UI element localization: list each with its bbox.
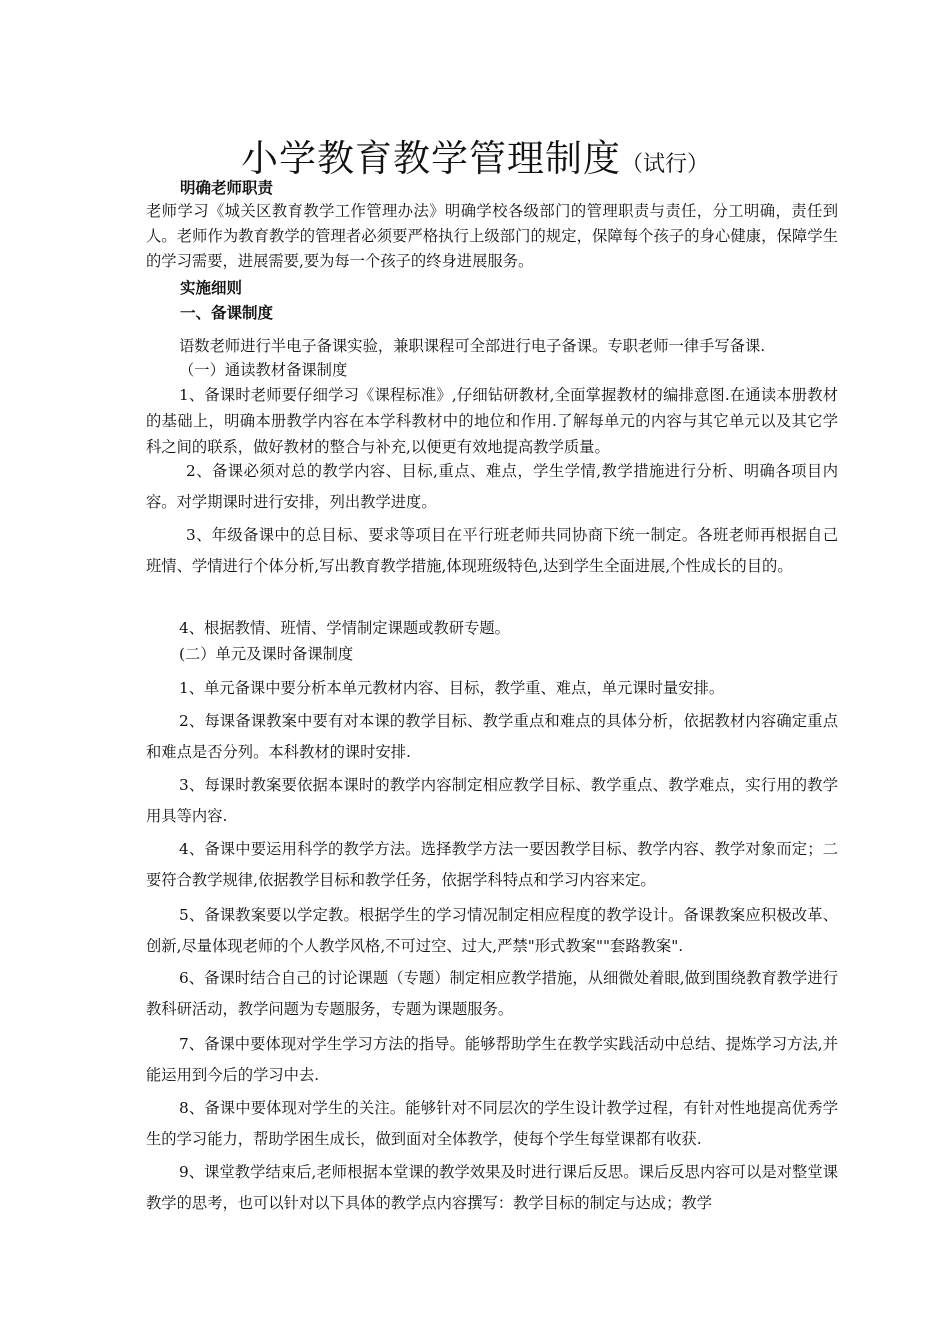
document-title bbox=[0, 128, 950, 182]
paragraph-1-1: 1、备课时老师要仔细学习《课程标准》,仔细钻研教材,全面掌握教材的编排意图.在通读本册教材的基础上，明确本册教学内容在本学科教材中的地位和作用.了解每单元的内容与其它单元以及其它学科之间的联系，做好教材的整合与补充,以便更有效地提高教学质量。 bbox=[146, 386, 838, 456]
paragraph-2-9: 9、课堂教学结束后,老师根据本堂课的教学效果及时进行课后反思。课后反思内容可以是对整堂课教学的思考，也可以针对以下具体的教学点内容撰写：教学目标的制定与达成；教学 bbox=[146, 1163, 838, 1212]
title-subtitle: （试行） bbox=[620, 152, 709, 177]
heading-implementation: 实施细则 bbox=[180, 279, 243, 297]
title-main: 小学教育教学管理制度 bbox=[240, 137, 621, 180]
section-lesson-prep: 一、备课制度 bbox=[180, 304, 274, 322]
paragraph-intro: 语数老师进行半电子备课实验，兼职课程可全部进行电子备课。专职老师一律手写备课. bbox=[179, 337, 766, 355]
paragraph-2-2: 2、每课备课教案中要有对本课的教学目标、教学重点和难点的具体分析，依据教材内容确定重点和难点是否分列。本科教材的课时安排. bbox=[146, 712, 838, 761]
subsection-2-title: (二）单元及课时备课制度 bbox=[179, 645, 354, 663]
paragraph-2-5: 5、备课教案要以学定教。根据学生的学习情况制定相应程度的教学设计。备课教案应积极改革、创新,尽量体现老师的个人教学风格,不可过空、过大,严禁"形式教案""套路教案". bbox=[146, 906, 838, 955]
paragraph-2-6: 6、备课时结合自己的讨论课题（专题）制定相应教学措施，从细微处着眼,做到围绕教育教学进行教科研活动，教学问题为专题服务，专题为课题服务。 bbox=[146, 969, 838, 1018]
paragraph-1-4: 4、根据教情、班情、学情制定课题或教研专题。 bbox=[179, 619, 510, 637]
paragraph-1-3: 3、年级备课中的总目标、要求等项目在平行班老师共同协商下统一制定。各班老师再根据自己班情、学情进行个体分析,写出教育教学措施,体现班级特色,达到学生全面进展,个性成长的目的。 bbox=[146, 526, 838, 575]
paragraph-2-7: 7、备课中要体现对学生学习方法的指导。能够帮助学生在教学实践活动中总结、提炼学习方法,并能运用到今后的学习中去. bbox=[146, 1035, 838, 1084]
heading-teacher-duty: 明确老师职责 bbox=[180, 179, 274, 197]
paragraph-2-4: 4、备课中要运用科学的教学方法。选择教学方法一要因教学目标、教学内容、教学对象而定；二要符合教学规律,依据教学目标和教学任务，依据学科特点和学习内容来定。 bbox=[146, 840, 838, 889]
paragraph-2-3: 3、每课时教案要依据本课时的教学内容制定相应教学目标、教学重点、教学难点，实行用的教学用具等内容. bbox=[146, 776, 838, 825]
paragraph-teacher-duty: 老师学习《城关区教育教学工作管理办法》明确学校各级部门的管理职责与责任，分工明确，责任到人。老师作为教育教学的管理者必须要严格执行上级部门的规定，保障每个孩子的身心健康，保障学生的学习需要，进展需要,要为每一个孩子的终身进展服务。 bbox=[146, 202, 838, 270]
subsection-1-title: （一）通读教材备课制度 bbox=[179, 361, 348, 379]
paragraph-2-8: 8、备课中要体现对学生的关注。能够针对不同层次的学生设计教学过程，有针对性地提高优秀学生的学习能力，帮助学困生成长，做到面对全体教学，使每个学生每堂课都有收获. bbox=[146, 1099, 838, 1148]
paragraph-2-1: 1、单元备课中要分析本单元教材内容、目标，教学重、难点，单元课时量安排。 bbox=[179, 679, 725, 697]
paragraph-1-2: 2、备课必须对总的教学内容、目标,重点、难点，学生学情,教学措施进行分析、明确各项目内容。对学期课时进行安排，列出教学进度。 bbox=[146, 462, 838, 511]
